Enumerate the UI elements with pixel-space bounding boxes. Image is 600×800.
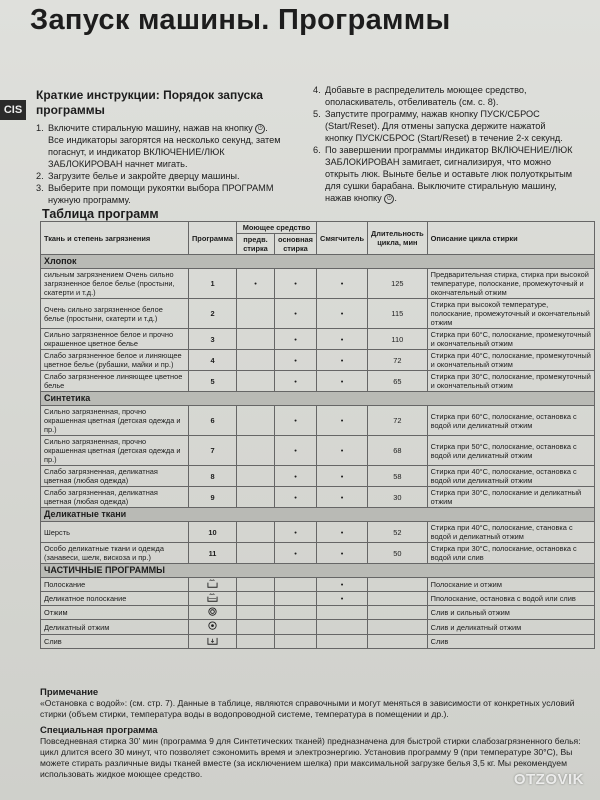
step-4: 4. Добавьте в распределитель моющее средство, ополаскиватель, отбеливатель (см. с. 8). [313,85,527,107]
cell-softener: • [317,578,368,592]
cell-softener [317,634,368,648]
cell-fabric: Сильно загрязненная, прочно окрашенная цветная (детская одежда и пр.) [41,406,189,436]
cell-fabric: Слабо загрязненное белое и линяющее цветное белье (рубашки, майки и пр.) [41,350,189,371]
cell-softener: • [317,406,368,436]
cell-program [189,620,237,634]
cell-fabric: Слабо загрязненная, деликатная цветная (любая одежда) [41,487,189,508]
table-row [41,406,595,436]
table-row [41,487,595,508]
quick-instructions-heading: Краткие инструкции: Порядок запуска программы [36,88,263,117]
table-header-row [41,222,595,234]
cell-mainwash [275,634,317,648]
header-mainwash: основная стирка [275,234,317,255]
table-section-row [41,392,595,406]
cell-prewash: • [237,269,275,299]
special-title: Специальная программа [40,725,158,736]
cell-prewash [237,592,275,606]
step-5: 5. Запустите программу, нажав кнопку ПУСК/СБРОС (Start/Reset). Для отмены запуска держите нажатой кнопку ПУСК/СБРОС (Start/Reset) в течение 2-х секунд. [313,109,563,143]
section-title: Хлопок [41,255,595,269]
cell-program [189,592,237,606]
note-title: Примечание [40,687,99,698]
cell-program [189,578,237,592]
table-row [41,522,595,543]
table-row [41,466,595,487]
cell-fabric: Очень сильно загрязненное белое белье (простыни, скатерти и т.д.) [41,299,189,329]
cell-prewash [237,487,275,508]
table-row [41,329,595,350]
step-2: 2. Загрузите белье и закройте дверцу машины. [36,171,240,181]
cell-description: Стирка при высокой температуре, полоскание, промежуточный и окончательный отжим [427,299,594,329]
cell-description: Слив и деликатный отжим [427,620,594,634]
cell-softener: • [317,299,368,329]
cell-duration: 58 [368,466,428,487]
cell-duration: 52 [368,522,428,543]
power-icon: ⏻ [384,194,394,204]
cell-duration: 30 [368,487,428,508]
cell-duration: 115 [368,299,428,329]
cell-duration: 110 [368,329,428,350]
cell-duration: 125 [368,269,428,299]
power-icon: ⏻ [255,124,265,134]
table-title: Таблица программ [42,207,159,221]
cell-fabric: сильным загрязнением Очень сильно загрязненное белое белье (простыни, скатерти и т.д.) [41,269,189,299]
header-softener: Смягчитель [317,222,368,255]
section-title: Синтетика [41,392,595,406]
cell-prewash [237,543,275,564]
table-row [41,606,595,620]
cell-prewash [237,620,275,634]
cell-program: 11 [189,543,237,564]
region-tab: CIS [0,100,26,120]
cell-mainwash: • [275,436,317,466]
cell-duration [368,592,428,606]
cell-duration: 72 [368,350,428,371]
program-table [40,221,595,649]
cell-prewash [237,329,275,350]
header-prewash: предв. стирка [237,234,275,255]
cell-prewash [237,406,275,436]
cell-mainwash: • [275,406,317,436]
cell-duration: 65 [368,371,428,392]
cell-program: 3 [189,329,237,350]
cell-softener [317,620,368,634]
table-row [41,371,595,392]
cell-fabric: Деликатный отжим [41,620,189,634]
cell-prewash [237,371,275,392]
note-text: «Остановка с водой»: (см. стр. 7). Данные в таблице, являются справочными и могут меняться в зависимости от конкретных условий стирки (объем стирки, температура воды в водопроводной системе, температура в помещении и др.). [40,698,575,719]
cell-mainwash: • [275,522,317,543]
table-row [41,436,595,466]
cell-program: 2 [189,299,237,329]
cell-softener: • [317,522,368,543]
cell-description: Стирка при 60°C, полоскание, остановка с водой или деликатный отжим [427,406,594,436]
cell-softener: • [317,371,368,392]
section-title: ЧАСТИЧНЫЕ ПРОГРАММЫ [41,564,595,578]
cell-softener: • [317,329,368,350]
cell-duration [368,606,428,620]
cell-mainwash: • [275,466,317,487]
table-section-row [41,564,595,578]
cell-program: 5 [189,371,237,392]
table-row [41,592,595,606]
cell-softener: • [317,466,368,487]
table-row [41,269,595,299]
cell-duration: 50 [368,543,428,564]
cell-softener [317,606,368,620]
cell-prewash [237,578,275,592]
drain-icon [207,636,218,645]
cell-softener: • [317,350,368,371]
cell-fabric: Сильно загрязненное белое и прочно окрашенное цветное белье [41,329,189,350]
cell-fabric: Деликатное полоскание [41,592,189,606]
page-title: Запуск машины. Программы [30,4,451,36]
cell-description: Стирка при 30°C, полоскание, остановка с водой или слив [427,543,594,564]
cell-softener: • [317,543,368,564]
cell-mainwash [275,620,317,634]
cell-program: 9 [189,487,237,508]
step-1: 1. Включите стиральную машину, нажав на кнопку ⏻ . Все индикаторы загорятся на несколько секунд, затем погаснут, и индикатор ВКЛЮЧЕНИЕ/ЛЮК ЗАБЛОКИРОВАН начнет мигать. [36,123,281,169]
cell-prewash [237,466,275,487]
step-6: 6. По завершении программы индикатор ВКЛЮЧЕНИЕ/ЛЮК ЗАБЛОКИРОВАН замигает, сигнализируя, что можно открыть люк. Выньте белье и оставьте люк полуоткрытым для сушки барабана. Выключите стиральную машину, нажав кнопку ⏻ . [313,145,573,203]
cell-mainwash [275,592,317,606]
cell-description: Стирка при 40°C, полоскание, становка с водой и деликатный отжим [427,522,594,543]
cell-fabric: Слив [41,634,189,648]
table-row [41,620,595,634]
cell-duration [368,620,428,634]
cell-mainwash: • [275,371,317,392]
table-row [41,299,595,329]
cell-duration [368,634,428,648]
cell-description: Пполоскание, остановка с водой или слив [427,592,594,606]
cell-description: Стирка при 60°C, полоскание, промежуточный и окончательный отжим [427,329,594,350]
table-row [41,543,595,564]
header-description: Описание цикла стирки [427,222,594,255]
cell-prewash [237,350,275,371]
table-row [41,350,595,371]
cell-duration [368,578,428,592]
cell-prewash [237,522,275,543]
notes-block [40,687,588,780]
cell-description: Стирка при 50°C, полоскание, остановка с водой или деликатный отжим [427,436,594,466]
cell-program: 4 [189,350,237,371]
table-row [41,634,595,648]
cell-mainwash: • [275,269,317,299]
quick-instructions-left [36,88,281,206]
cell-softener: • [317,436,368,466]
cell-program: 7 [189,436,237,466]
cell-softener: • [317,592,368,606]
cell-description: Стирка при 30°C, полоскание и деликатный отжим [427,487,594,508]
cell-description: Слив [427,634,594,648]
cell-description: Слив и сильный отжим [427,606,594,620]
cell-fabric: Полоскание [41,578,189,592]
section-title: Деликатные ткани [41,508,595,522]
cell-fabric: Особо деликатные ткани и одежда (занавеси, шелк, вискоза и пр.) [41,543,189,564]
cell-prewash [237,634,275,648]
cell-prewash [237,436,275,466]
table-section-row [41,255,595,269]
cell-description: Стирка при 40°C, полоскание, промежуточный и окончательный отжим [427,350,594,371]
header-detergent: Моющее средство [237,222,317,234]
cell-description: Стирка при 40°C, полоскание, остановка с водой или деликатный отжим [427,466,594,487]
cell-mainwash: • [275,487,317,508]
step-3: 3. Выберите при помощи рукоятки выбора ПРОГРАММ нужную программу. [36,183,274,205]
cell-mainwash: • [275,543,317,564]
special-text: Повседневная стирка 30' мин (программа 9 для Синтетических тканей) предназначена для быстрой стирки слабозагрязненного белья: цикл длится всего 30 минут, что позволяет сэкономить время и электроэнергию. Установив программу 9 (при температуре 30°C), Вы можете стирать различные виды тканей вместе (за исключением шелка) при максимальной загрузке белья 3,5 кг. Мы рекомендуем использовать жидкое моющее средство. [40,736,581,779]
table-row [41,578,595,592]
header-program: Программа [189,222,237,255]
cell-fabric: Отжим [41,606,189,620]
cell-mainwash: • [275,329,317,350]
cell-program: 1 [189,269,237,299]
rinse-icon [207,579,218,588]
cell-program: 10 [189,522,237,543]
cell-program: 8 [189,466,237,487]
cell-softener: • [317,487,368,508]
cell-description: Стирка при 30°C, полоскание, промежуточный и окончательный отжим [427,371,594,392]
cell-duration: 68 [368,436,428,466]
spin-icon [207,607,218,616]
cell-program [189,606,237,620]
cell-program: 6 [189,406,237,436]
cell-duration: 72 [368,406,428,436]
cell-fabric: Шерсть [41,522,189,543]
cell-prewash [237,299,275,329]
cell-mainwash: • [275,350,317,371]
cell-fabric: Слабо загрязненная, деликатная цветная (любая одежда) [41,466,189,487]
cell-program [189,634,237,648]
cell-prewash [237,606,275,620]
cell-fabric: Сильно загрязненная, прочно окрашенная цветная (детская одежда и пр.) [41,436,189,466]
cell-mainwash: • [275,299,317,329]
header-fabric: Ткань и степень загрязнения [41,222,189,255]
delicate-spin-icon [207,621,218,630]
header-duration: Длительность цикла, мин [368,222,428,255]
cell-mainwash [275,578,317,592]
table-section-row [41,508,595,522]
cell-mainwash [275,606,317,620]
cell-description: Предварительная стирка, стирка при высокой температуре, полоскание, промежуточный и окончательный отжим [427,269,594,299]
watermark: OTZOVIK [513,771,584,788]
quick-instructions-right [313,84,575,204]
table-body [41,255,595,649]
delicate-rinse-icon [207,593,218,602]
cell-fabric: Слабо загрязненное линяющее цветное белье [41,371,189,392]
cell-softener: • [317,269,368,299]
cell-description: Полоскание и отжим [427,578,594,592]
